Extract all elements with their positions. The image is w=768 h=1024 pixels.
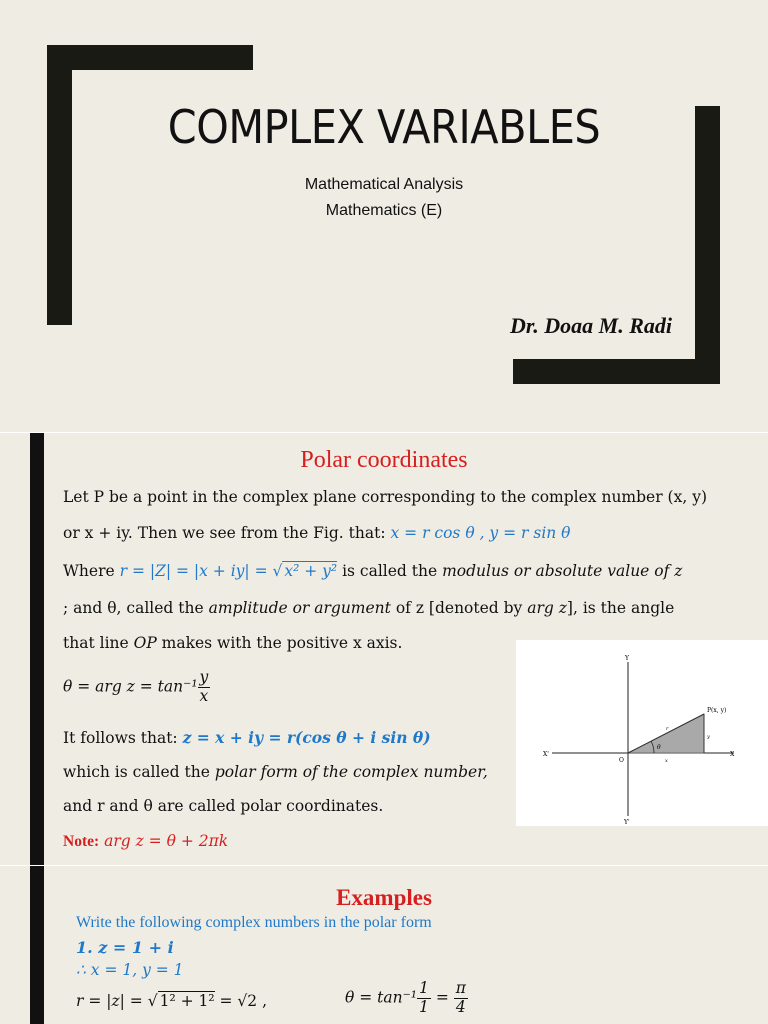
argument-equals: = [430,988,454,1007]
fraction-numerator: y [199,668,209,686]
line-4-text: ; and θ, called the [63,599,209,617]
argument-term: amplitude or argument [208,599,391,617]
line-4-end: ], is the angle [566,599,675,617]
given-values: ∴ x = 1, y = 1 [76,961,184,979]
polar-coordinates-slide [0,433,768,865]
subtitle-course: Mathematical Analysis [304,176,464,193]
modulus-calc-result: = √2 , [214,992,268,1010]
argument-fraction-2 [454,980,468,1017]
line-5-text: that line [63,634,134,652]
argument-den-2: 4 [455,997,466,1016]
argument-num-2: π [455,979,466,997]
polar-figure [516,640,768,826]
y-side-label: y [707,734,710,740]
line-3-mid: is called the [337,562,443,580]
text-line-3 [63,562,682,580]
text-line-4 [63,599,674,617]
x-axis-label: X [730,751,735,758]
modulus-term: modulus or absolute value of z [442,562,683,580]
theta-formula: θ = arg z = tan⁻¹ [63,677,198,696]
example-1: 1. z = 1 + i [76,938,174,957]
modulus-calc-radicand: 1² + 1² [159,992,215,1010]
theta-fraction [198,669,211,706]
modulus-calc-a: r = |z| = √ [76,992,158,1010]
text-line-10 [63,832,228,851]
argument-num-1: 1 [419,979,429,997]
line-1-text: Let P be a point in the complex plane corresponding to the complex number (x, y) [63,488,708,506]
bracket-top-left-horizontal [47,45,253,70]
argument-fraction-1 [417,980,431,1017]
argument-calc-a: θ = tan⁻¹ [345,988,418,1007]
x-neg-axis-label: X' [543,751,549,758]
text-line-9 [63,797,383,815]
accent-bar [30,433,44,865]
polar-diagram [516,640,768,826]
fraction-denominator: x [199,686,209,705]
author-name: Dr. Doaa M. Radi [510,313,672,338]
modulus-radicand: x² + y² [284,562,338,580]
text-line-7 [63,728,431,747]
origin-label: O [619,757,624,764]
line-5-end: makes with the positive x axis. [156,634,403,652]
slide-heading: Polar coordinates [300,447,468,473]
radius-label: r [666,726,669,732]
examples-intro: Write the following complex numbers in the polar form [76,914,432,931]
argument-calc [345,980,468,1017]
subtitle-department: Mathematics (E) [325,202,443,219]
examples-slide [0,866,768,1024]
line-3-text: Where [63,562,120,580]
theta-label: θ [657,744,661,751]
y-axis-label: Y [625,655,629,662]
argument-den-1: 1 [419,997,429,1016]
text-line-8 [63,763,488,781]
bracket-bottom-right-horizontal [513,359,720,384]
text-line-1 [63,488,707,506]
modulus-formula: r = |Z| = |x + iy| = √ [119,562,283,580]
note-label: Note: [63,833,100,850]
cartesian-relation: x = r cos θ , y = r sin θ [390,524,571,542]
text-line-5 [63,634,402,652]
op-label: OP [133,634,157,652]
point-label: P(x, y) [707,707,727,714]
line-8-text: which is called the [63,763,215,781]
arg-notation: arg z [527,599,567,617]
x-side-label: x [665,758,668,764]
y-neg-axis-label: Y' [624,819,630,826]
title-slide [0,0,768,432]
line-4-mid: of z [denoted by [390,599,528,617]
line-9-text: and r and θ are called polar coordinates. [63,797,384,815]
line-7-text: It follows that: [63,729,183,747]
line-2-text: or x + iy. Then we see from the Fig. that: [63,524,391,542]
examples-heading: Examples [336,885,432,910]
text-line-6 [63,669,210,706]
polar-form-term: polar form of the complex number, [214,763,488,781]
text-line-2 [63,524,571,542]
modulus-calc [76,992,267,1010]
slide-title: COMPLEX VARIABLES [167,100,601,154]
polar-form-formula: z = x + iy = r(cos θ + i sin θ) [182,728,431,747]
note-formula: arg z = θ + 2πk [99,832,229,850]
